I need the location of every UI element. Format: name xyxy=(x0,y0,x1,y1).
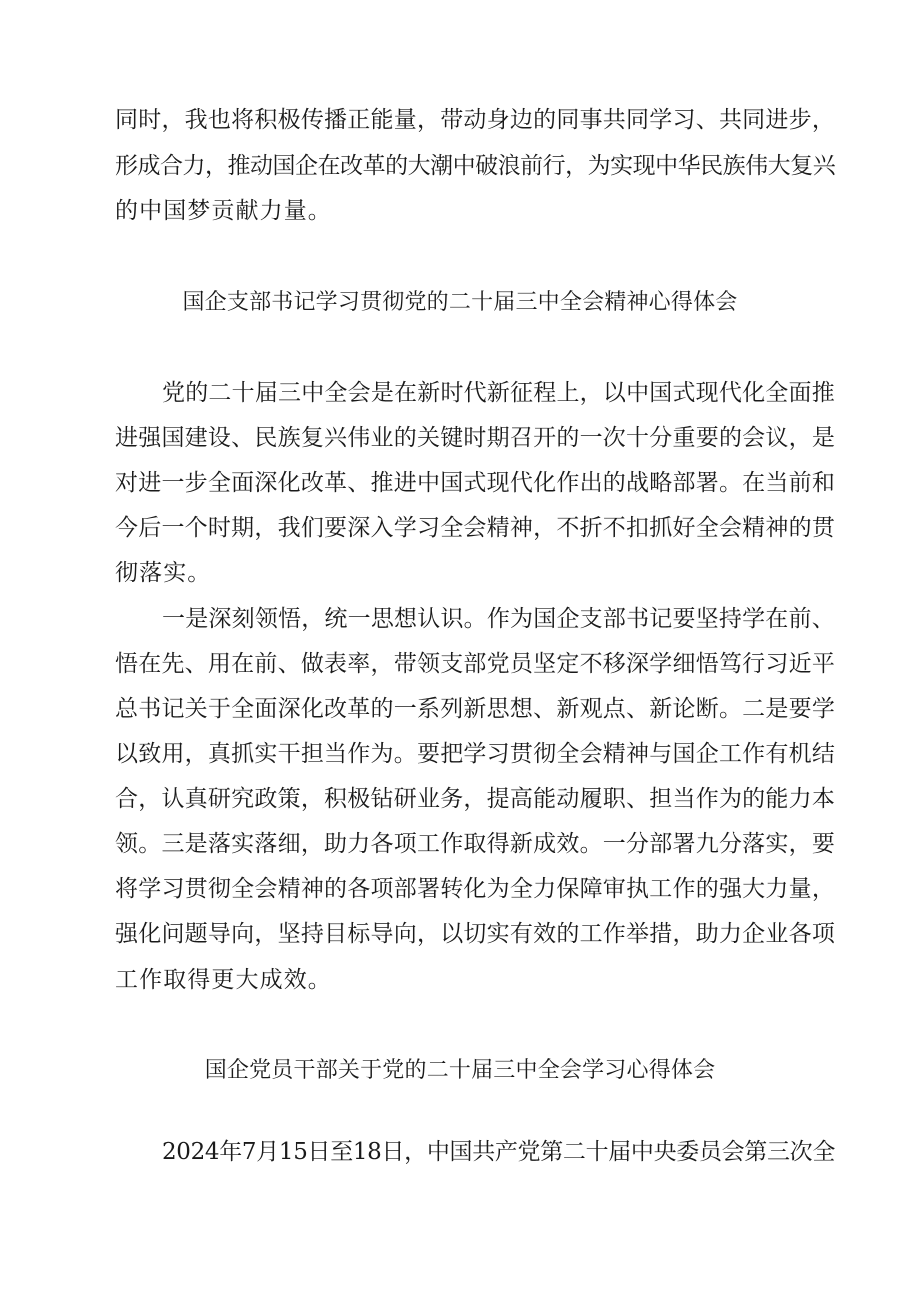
s1-p1-line-3: 对进一步全面深化改革、推进中国式现代化作出的战略部署。在当前和 xyxy=(115,470,836,496)
section2-title: 国企党员干部关于党的二十届三中全会学习心得体会 xyxy=(204,1058,716,1083)
s1-p2-line-1: 一是深刻领悟，统一思想认识。作为国企支部书记要坚持学在前、 xyxy=(162,606,835,632)
s2-p1-line-1: 2024年7月15日至18日，中国共产党第二十届中央委员会第三次全 xyxy=(162,1139,835,1165)
s1-p1-line-5: 彻落实。 xyxy=(115,560,212,586)
s1-p2-line-4: 以致用，真抓实干担当作为。要把学习贯彻全会精神与国企工作有机结 xyxy=(115,741,836,767)
s1-p1-line-4: 今后一个时期，我们要深入学习全会精神，不折不扣抓好全会精神的贯 xyxy=(115,515,836,541)
continuation-line-3: 的中国梦贡献力量。 xyxy=(115,198,332,224)
s1-p2-line-7: 将学习贯彻全会精神的各项部署转化为全力保障审执工作的强大力量， xyxy=(115,876,836,902)
s1-p1-line-1: 党的二十届三中全会是在新时代新征程上，以中国式现代化全面推 xyxy=(162,380,835,406)
continuation-line-1: 同时，我也将积极传播正能量，带动身边的同事共同学习、共同进步， xyxy=(115,107,836,133)
s1-p2-line-5: 合，认真研究政策，积极钻研业务，提高能动履职、担当作为的能力本 xyxy=(115,786,836,812)
continuation-line-2: 形成合力，推动国企在改革的大潮中破浪前行，为实现中华民族伟大复兴 xyxy=(115,153,836,179)
section1-title: 国企支部书记学习贯彻党的二十届三中全会精神心得体会 xyxy=(182,290,738,315)
s1-p2-line-3: 总书记关于全面深化改革的一系列新思想、新观点、新论断。二是要学 xyxy=(115,696,836,722)
s1-p2-line-8: 强化问题导向，坚持目标导向，以切实有效的工作举措，助力企业各项 xyxy=(115,921,836,947)
s1-p2-line-2: 悟在先、用在前、做表率，带领支部党员坚定不移深学细悟笃行习近平 xyxy=(115,651,836,677)
s1-p1-line-2: 进强国建设、民族复兴伟业的关键时期召开的一次十分重要的会议，是 xyxy=(115,425,836,451)
s1-p2-line-6: 领。三是落实落细，助力各项工作取得新成效。一分部署九分落实，要 xyxy=(115,831,836,857)
s1-p2-line-9: 工作取得更大成效。 xyxy=(115,967,332,993)
